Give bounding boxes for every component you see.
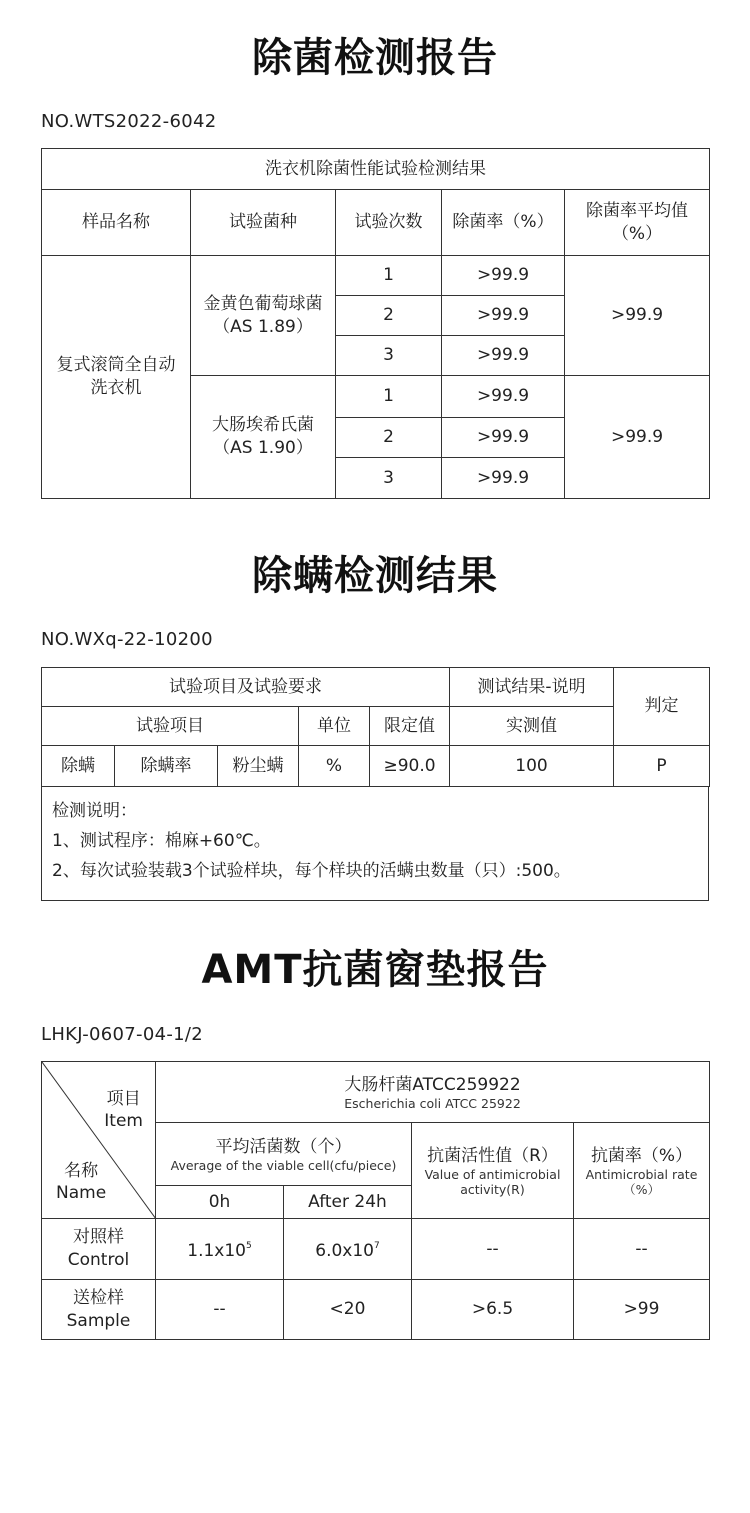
control-24h-exp: 7 — [374, 1241, 380, 1251]
rate-en-2: （%） — [623, 1181, 660, 1197]
sample-name-line1: 复式滚筒全自动 — [56, 355, 176, 375]
header-verdict: 判定 — [614, 668, 710, 746]
table-cell: >99.9 — [442, 458, 565, 499]
sample-cn: 送检样 — [73, 1287, 124, 1308]
sample-name-line2: 洗衣机 — [90, 378, 142, 398]
table-cell: 3 — [336, 336, 442, 376]
table-cell: ≥90.0 — [370, 746, 450, 787]
notes-line-2: 2、每次试验装载3个试验样块，每个样块的活螨虫数量（只）:500。 — [52, 861, 571, 881]
table-cell: >99.9 — [442, 256, 565, 296]
strain-1-average: >99.9 — [565, 256, 710, 376]
table-cell: 除螨率 — [115, 746, 218, 787]
table-cell: 1 — [336, 256, 442, 296]
corner-item-en: Item — [104, 1111, 143, 1131]
control-rate: -- — [574, 1219, 710, 1280]
table-cell: P — [614, 746, 710, 787]
header-trials: 试验次数 — [336, 190, 442, 256]
control-0h-base: 1.1x10 — [187, 1241, 246, 1261]
control-activity: -- — [412, 1219, 574, 1280]
notes-line-1: 1、测试程序：棉麻+60℃。 — [52, 831, 271, 851]
activity-cn: 抗菌活性值（R） — [427, 1145, 558, 1166]
section1-report-no: NO.WTS2022-6042 — [41, 111, 217, 132]
mite-notes — [41, 786, 709, 901]
table-cell: 1 — [336, 376, 442, 418]
sample-name-cell — [42, 256, 191, 499]
control-cn: 对照样 — [73, 1227, 124, 1247]
mite-table — [41, 667, 710, 787]
corner-name-en: Name — [56, 1183, 107, 1203]
activity-en-1: Value of antimicrobial — [424, 1166, 561, 1182]
antibacterial-table — [41, 1061, 710, 1340]
table-cell: 3 — [336, 458, 442, 499]
strain-1-name: 金黄色葡萄球菌 — [203, 293, 323, 314]
header-unit: 单位 — [299, 707, 370, 746]
strain-1-code: （AS 1.89） — [213, 316, 313, 337]
control-en: Control — [67, 1250, 130, 1270]
sample-0h: -- — [156, 1280, 284, 1340]
avg-viable-cn: 平均活菌数（个） — [215, 1136, 352, 1157]
header-average — [565, 190, 710, 256]
header-strain: 试验菌种 — [191, 190, 336, 256]
corner-item-label — [104, 1088, 143, 1132]
control-24h — [284, 1219, 412, 1280]
strain-2-average: >99.9 — [565, 376, 710, 499]
strain-2-name: 大肠埃希氏菌 — [212, 415, 314, 435]
control-0h-exp: 5 — [246, 1241, 252, 1251]
header-requirements: 试验项目及试验要求 — [42, 668, 450, 707]
section3-report-no: LHKJ-0607-04-1/2 — [41, 1024, 204, 1045]
sample-en: Sample — [66, 1310, 131, 1331]
sample-rate: >99 — [574, 1280, 710, 1340]
avg-viable-en: Average of the viable cell(cfu/piece) — [170, 1157, 397, 1173]
corner-item-cn: 项目 — [106, 1089, 141, 1109]
corner-name-cn: 名称 — [64, 1161, 99, 1181]
header-limit: 限定值 — [370, 707, 450, 746]
header-item: 试验项目 — [42, 707, 299, 746]
strain-cn: 大肠杆菌ATCC259922 — [344, 1074, 521, 1095]
rate-cn: 抗菌率（%） — [590, 1145, 693, 1166]
sample-activity: >6.5 — [412, 1280, 574, 1340]
strain-en: Escherichia coli ATCC 25922 — [344, 1095, 521, 1111]
header-sample-name: 样品名称 — [42, 190, 191, 256]
table-cell: >99.9 — [442, 376, 565, 418]
sample-label — [42, 1280, 156, 1340]
sterilization-table-title: 洗衣机除菌性能试验检测结果 — [42, 149, 710, 190]
activity-header — [412, 1123, 574, 1219]
table-cell: >99.9 — [442, 418, 565, 458]
strain-2-code: （AS 1.90） — [213, 438, 313, 458]
header-0h: 0h — [156, 1186, 284, 1219]
rate-header — [574, 1123, 710, 1219]
section2-title: 除螨检测结果 — [252, 553, 498, 599]
strain-2-cell — [191, 376, 336, 499]
strain-header — [156, 1062, 710, 1123]
table-cell: 粉尘螨 — [218, 746, 299, 787]
section1-title: 除菌检测报告 — [252, 35, 498, 81]
header-rate: 除菌率（%） — [442, 190, 565, 256]
section3-title: AMT抗菌窗垫报告 — [201, 947, 549, 993]
sample-24h: <20 — [284, 1280, 412, 1340]
table-cell: 100 — [450, 746, 614, 787]
header-24h: After 24h — [284, 1186, 412, 1219]
table-cell: 除螨 — [42, 746, 115, 787]
strain-1-cell — [191, 256, 336, 376]
table-cell: % — [299, 746, 370, 787]
avg-viable-header — [156, 1123, 412, 1186]
corner-cell — [42, 1062, 156, 1219]
control-label — [42, 1219, 156, 1280]
table-cell: >99.9 — [442, 296, 565, 336]
rate-en-1: Antimicrobial rate — [585, 1166, 698, 1182]
activity-en-2: activity(R) — [460, 1181, 525, 1197]
corner-name-label — [56, 1160, 106, 1204]
header-average-line2: （%） — [611, 223, 663, 244]
header-result: 测试结果-说明 — [450, 668, 614, 707]
control-24h-base: 6.0x10 — [315, 1241, 374, 1261]
header-measured: 实测值 — [450, 707, 614, 746]
control-0h — [156, 1219, 284, 1280]
notes-heading: 检测说明： — [52, 801, 137, 821]
table-cell: 2 — [336, 296, 442, 336]
sterilization-table — [41, 148, 710, 499]
table-cell: 2 — [336, 418, 442, 458]
header-average-line1: 除菌率平均值 — [586, 200, 689, 221]
table-cell: >99.9 — [442, 336, 565, 376]
section2-report-no: NO.WXq-22-10200 — [41, 629, 213, 650]
